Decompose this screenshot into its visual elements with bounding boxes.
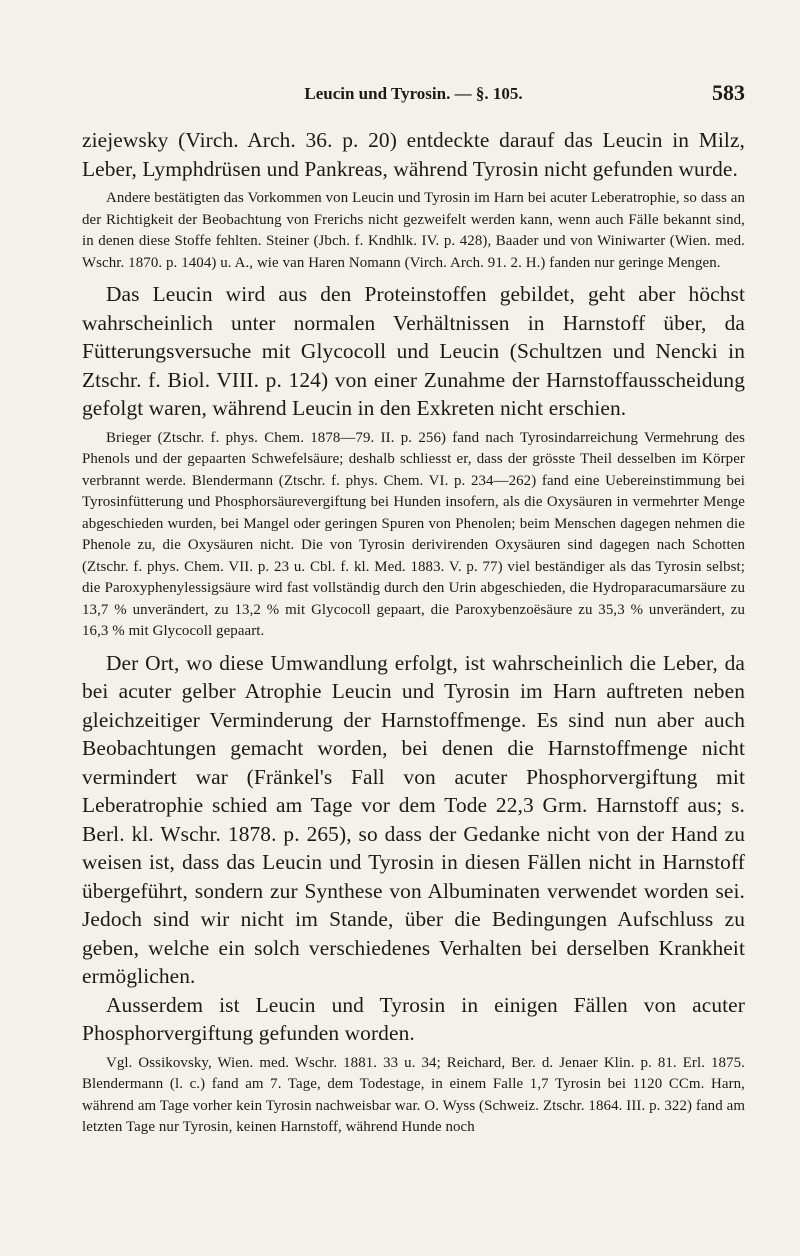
page-number: 583 bbox=[712, 80, 745, 105]
main-paragraph: Das Leucin wird aus den Proteinstoffen gebildet, geht aber höchst wahrscheinlich unter normalen Verhältnissen in Harnstoff über, da Fütterungsversuche mit Glycocoll und Leucin (Schultzen und Nencki in Ztschr. f. Biol. VIII. p. 124) von einer Zunahme der Harnstoffausscheidung gefolgt waren, während Leucin in den Exkreten nicht erschien. bbox=[82, 282, 745, 420]
main-paragraph: Ausserdem ist Leucin und Tyrosin in einigen Fällen von acuter Phosphorvergiftung gefunden worden. bbox=[82, 992, 745, 1045]
running-head: Leucin und Tyrosin. — §. 105. bbox=[304, 84, 523, 103]
paragraph-continuation: ziejewsky (Virch. Arch. 36. p. 20) entdeckte darauf das Leucin in Milz, Leber, Lymphdrüsen und Pankreas, während Tyrosin nicht gefunden wurde. bbox=[82, 128, 745, 181]
note-paragraph: Vgl. Ossikovsky, Wien. med. Wschr. 1881. 33 u. 34; Reichard, Ber. d. Jenaer Klin. p. 81. Erl. 1875. Blendermann (l. c.) fand am 7. Tage, dem Todestage, in einem Falle 1,7 Tyrosin bei 1120 CCm. Harn, während am Tage vorher kein Tyrosin nachweisbar war. O. Wyss (Schweiz. Ztschr. 1864. III. p. 322) fand am letzten Tage nur Tyrosin, keinen Harnstoff, während Hunde noch bbox=[82, 1054, 745, 1135]
page-body bbox=[82, 126, 745, 1145]
page-header bbox=[82, 80, 745, 112]
note-paragraph: Brieger (Ztschr. f. phys. Chem. 1878—79. II. p. 256) fand nach Tyrosindarreichung Vermehrung des Phenols und der gepaarten Schwefelsäure; deshalb schliesst er, dass der grösste Theil desselben im Körper verbrannt werde. Blendermann (Ztschr. f. phys. Chem. VI. p. 234—262) fand eine Uebereinstimmung bei Tyrosinfütterung und Phosphorsäurevergiftung bei Hunden insofern, als die Oxysäuren in vermehrter Menge abgeschieden wurden, bei Mangel oder geringen Spuren von Phenolen; beim Menschen dagegen nehmen die Phenole zu, die Oxysäuren nicht. Die von Tyrosin derivirenden Oxysäuren sind dagegen nach Schotten (Ztschr. f. phys. Chem. VII. p. 23 u. Cbl. f. kl. Med. 1883. V. p. 77) viel beständiger als das Tyrosin selbst; die Paroxyphenylessigsäure wird fast vollständig durch den Urin abgeschieden, die Hydroparacumarsäure zu 13,7 % unverändert, zu 13,2 % mit Glycocoll gepaart, die Paroxybenzoësäure zu 35,3 % unverändert, zu 16,3 % mit Glycocoll gepaart. bbox=[82, 429, 745, 639]
main-paragraph: Der Ort, wo diese Umwandlung erfolgt, ist wahrscheinlich die Leber, da bei acuter gelber Atrophie Leucin und Tyrosin im Harn auftreten neben gleichzeitiger Verminderung der Harnstoffmenge. Es sind nun aber auch Beobachtungen gemacht worden, bei denen die Harnstoffmenge nicht vermindert war (Fränkel's Fall von acuter Phosphorvergiftung mit Leberatrophie schied am Tage vor dem Tode 22,3 Grm. Harnstoff aus; s. Berl. kl. Wschr. 1878. p. 265), so dass der Gedanke nicht von der Hand zu weisen ist, dass das Leucin und Tyrosin in diesen Fällen nicht in Harnstoff übergeführt, sondern zur Synthese von Albuminaten verwendet worden sei. Jedoch sind wir nicht im Stande, über die Bedingungen Aufschluss zu geben, welche ein solch verschiedenes Verhalten bei derselben Krankheit ermöglichen. bbox=[82, 650, 745, 988]
note-paragraph: Andere bestätigten das Vorkommen von Leucin und Tyrosin im Harn bei acuter Leberatrophie, so dass an der Richtigkeit der Beobachtung von Frerichs nicht gezweifelt werden kann, wenn auch Fälle bekannt sind, in denen diese Stoffe fehlten. Steiner (Jbch. f. Kndhlk. IV. p. 428), Baader und von Winiwarter (Wien. med. Wschr. 1870. p. 1404) u. A., wie van Haren Nomann (Virch. Arch. 91. 2. H.) fanden nur geringe Mengen. bbox=[82, 190, 745, 271]
